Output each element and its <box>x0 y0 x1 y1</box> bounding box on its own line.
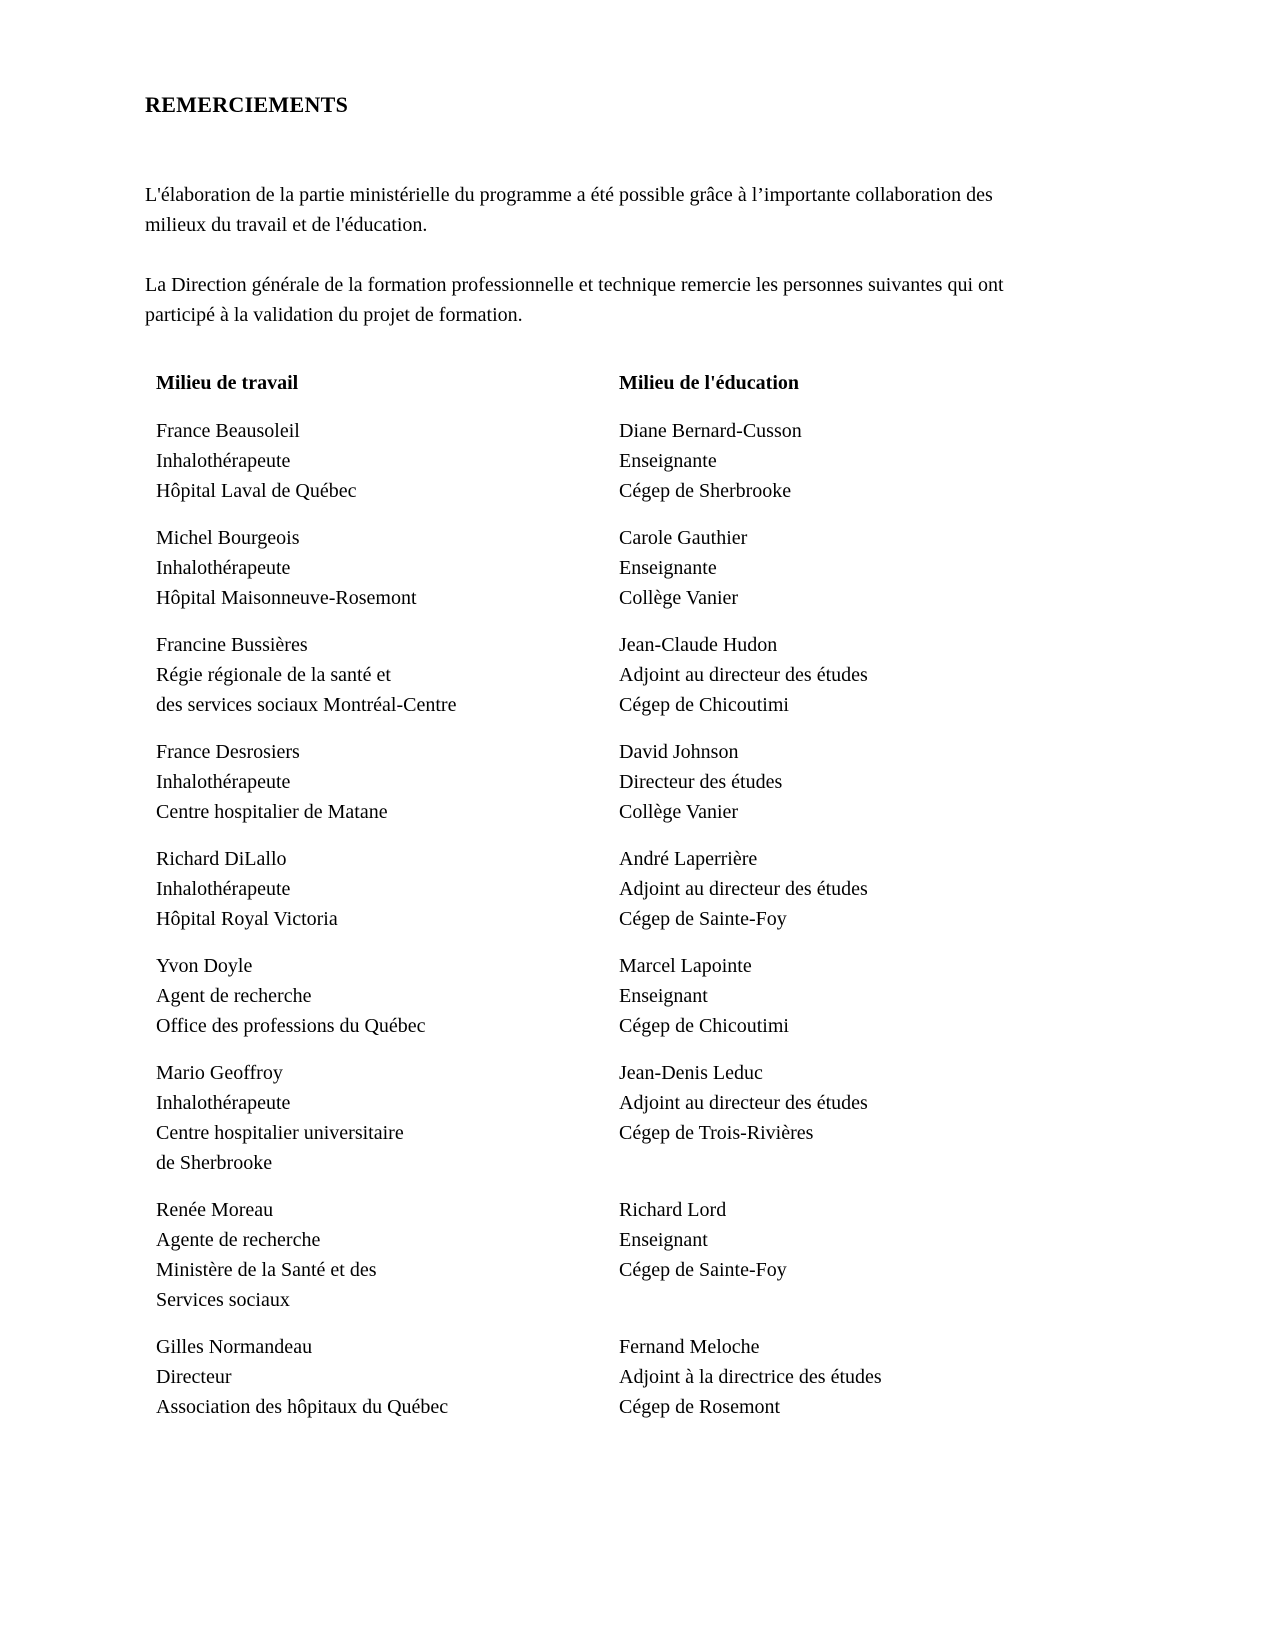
paragraph-line: milieux du travail et de l'éducation. <box>145 214 428 236</box>
person-detail: Centre hospitalier de Matane <box>156 801 388 823</box>
person-detail: de Sherbrooke <box>156 1152 273 1174</box>
acknowledgment-columns <box>156 368 1175 1422</box>
entry-education <box>619 523 1175 613</box>
entry-education <box>619 1058 1175 1178</box>
acknowledgment-row <box>156 1058 1175 1178</box>
person-detail: Régie régionale de la santé et <box>156 664 391 686</box>
entry-work <box>156 523 619 613</box>
person-name: Jean-Denis Leduc <box>619 1062 763 1084</box>
person-name: André Laperrière <box>619 848 758 870</box>
person-detail: Hôpital Maisonneuve-Rosemont <box>156 587 417 609</box>
column-header-work: Milieu de travail <box>156 372 299 394</box>
person-name: Richard DiLallo <box>156 848 287 870</box>
person-detail: Adjoint au directeur des études <box>619 664 868 686</box>
person-detail: Office des professions du Québec <box>156 1015 426 1037</box>
entry-education <box>619 1332 1175 1422</box>
person-detail: Enseignant <box>619 985 708 1007</box>
person-name: Yvon Doyle <box>156 955 253 977</box>
intro-paragraph-2 <box>145 270 1175 330</box>
person-name: Carole Gauthier <box>619 527 748 549</box>
person-detail: Collège Vanier <box>619 801 739 823</box>
entry-education <box>619 737 1175 827</box>
person-detail: Adjoint à la directrice des études <box>619 1366 882 1388</box>
person-detail: Cégep de Chicoutimi <box>619 1015 789 1037</box>
person-name: Renée Moreau <box>156 1199 274 1221</box>
person-detail: Directeur des études <box>619 771 783 793</box>
entry-work <box>156 1195 619 1315</box>
acknowledgment-row <box>156 844 1175 934</box>
rows-container <box>156 416 1175 1422</box>
person-detail: Collège Vanier <box>619 587 739 609</box>
person-name: Gilles Normandeau <box>156 1336 313 1358</box>
person-name: Fernand Meloche <box>619 1336 760 1358</box>
acknowledgment-row <box>156 1195 1175 1315</box>
entry-education <box>619 416 1175 506</box>
person-detail: Hôpital Royal Victoria <box>156 908 338 930</box>
intro-paragraph-1 <box>145 180 1175 240</box>
acknowledgment-row <box>156 630 1175 720</box>
entry-work <box>156 1332 619 1422</box>
person-detail: Adjoint au directeur des études <box>619 878 868 900</box>
person-name: Mario Geoffroy <box>156 1062 283 1084</box>
person-name: France Beausoleil <box>156 420 300 442</box>
person-detail: Cégep de Sainte-Foy <box>619 1259 787 1281</box>
entry-work <box>156 951 619 1041</box>
entry-work <box>156 416 619 506</box>
person-name: David Johnson <box>619 741 739 763</box>
person-detail: Enseignante <box>619 450 717 472</box>
person-name: Marcel Lapointe <box>619 955 752 977</box>
acknowledgment-row <box>156 737 1175 827</box>
person-detail: Directeur <box>156 1366 232 1388</box>
entry-education <box>619 844 1175 934</box>
person-detail: Agent de recherche <box>156 985 312 1007</box>
person-detail: Enseignant <box>619 1229 708 1251</box>
person-detail: Inhalothérapeute <box>156 450 291 472</box>
person-detail: Cégep de Sherbrooke <box>619 480 792 502</box>
entry-education <box>619 630 1175 720</box>
entry-education <box>619 951 1175 1041</box>
person-name: Michel Bourgeois <box>156 527 300 549</box>
person-detail: Agente de recherche <box>156 1229 321 1251</box>
person-detail: des services sociaux Montréal-Centre <box>156 694 457 716</box>
person-detail: Cégep de Chicoutimi <box>619 694 789 716</box>
person-detail: Services sociaux <box>156 1289 290 1311</box>
page-title: REMERCIEMENTS <box>145 92 349 117</box>
paragraph-line: La Direction générale de la formation professionnelle et technique remercie les personnes suivantes qui ont <box>145 274 1004 296</box>
person-detail: Enseignante <box>619 557 717 579</box>
person-name: Diane Bernard-Cusson <box>619 420 802 442</box>
person-detail: Cégep de Rosemont <box>619 1396 781 1418</box>
entry-work <box>156 844 619 934</box>
person-detail: Inhalothérapeute <box>156 557 291 579</box>
entry-work <box>156 630 619 720</box>
acknowledgment-row <box>156 416 1175 506</box>
paragraph-line: participé à la validation du projet de formation. <box>145 304 523 326</box>
person-detail: Adjoint au directeur des études <box>619 1092 868 1114</box>
entry-work <box>156 737 619 827</box>
acknowledgment-row <box>156 523 1175 613</box>
person-detail: Inhalothérapeute <box>156 771 291 793</box>
acknowledgment-row <box>156 951 1175 1041</box>
person-name: France Desrosiers <box>156 741 300 763</box>
column-header-education: Milieu de l'éducation <box>619 372 799 394</box>
person-detail: Ministère de la Santé et des <box>156 1259 377 1281</box>
person-name: Richard Lord <box>619 1199 727 1221</box>
entry-education <box>619 1195 1175 1315</box>
paragraph-line: L'élaboration de la partie ministérielle du programme a été possible grâce à l’importante collaboration des <box>145 184 993 206</box>
person-name: Jean-Claude Hudon <box>619 634 778 656</box>
person-detail: Inhalothérapeute <box>156 1092 291 1114</box>
person-detail: Inhalothérapeute <box>156 878 291 900</box>
person-detail: Cégep de Trois-Rivières <box>619 1122 814 1144</box>
person-name: Francine Bussières <box>156 634 308 656</box>
entry-work <box>156 1058 619 1178</box>
column-headers <box>156 368 1175 398</box>
person-detail: Hôpital Laval de Québec <box>156 480 357 502</box>
person-detail: Centre hospitalier universitaire <box>156 1122 404 1144</box>
acknowledgment-row <box>156 1332 1175 1422</box>
person-detail: Cégep de Sainte-Foy <box>619 908 787 930</box>
person-detail: Association des hôpitaux du Québec <box>156 1396 449 1418</box>
